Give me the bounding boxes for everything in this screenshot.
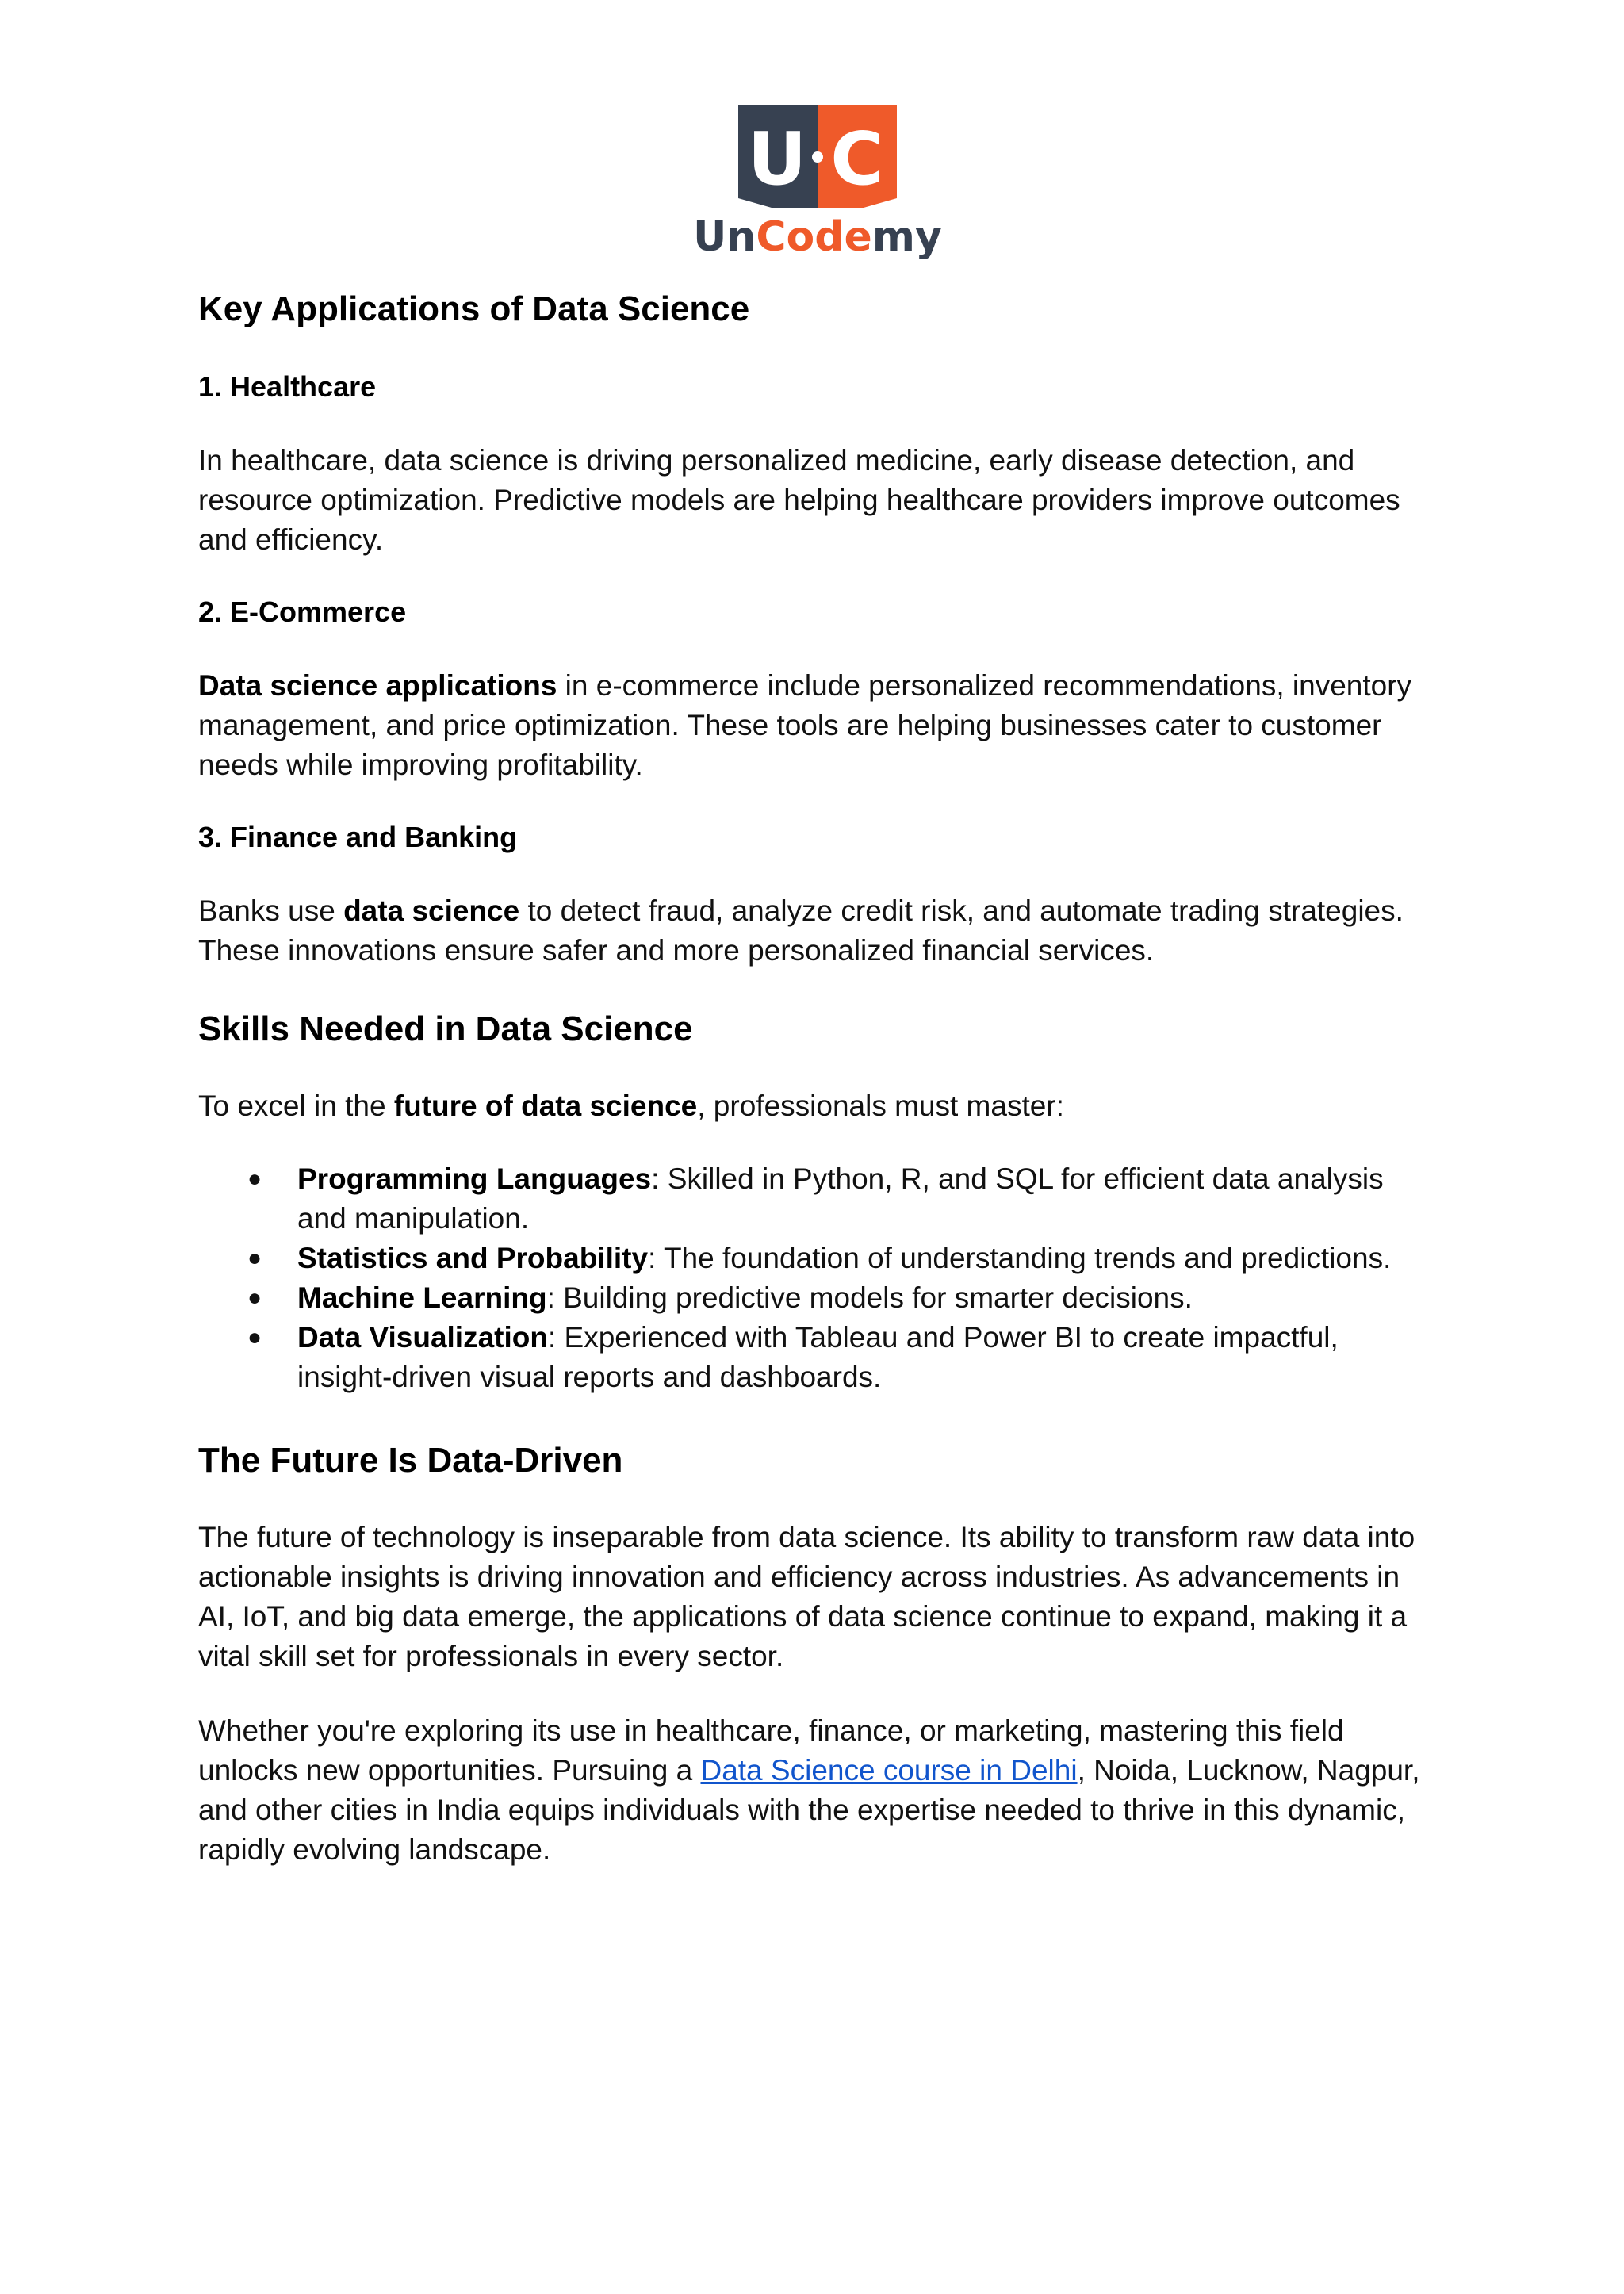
logo-mark-left: U [747, 117, 807, 201]
logo-word-un: Un [693, 213, 756, 261]
list-item [198, 1239, 1435, 1278]
heading-future: The Future Is Data-Driven [198, 1441, 623, 1480]
bullet-icon: ● [247, 1285, 262, 1311]
bullet-icon: ● [247, 1324, 262, 1350]
future-para2-rest: , Noida, Lucknow, Nagpur, and other cities in India equips individuals with the expertise needed to thrive in this dynamic, rapidly evolving landscape. [198, 1754, 1420, 1866]
ecommerce-bold-term: Data science applications [198, 669, 557, 702]
skill-desc: : Experienced with Tableau and Power BI to create impactful, insight-driven visual reports and dashboards. [297, 1321, 1339, 1393]
skill-term: Statistics and Probability [297, 1242, 649, 1274]
list-item [198, 1318, 1435, 1397]
list-item [198, 1159, 1435, 1239]
bullet-icon: ● [247, 1166, 262, 1192]
paragraph-skills-intro [198, 1086, 1435, 1126]
skills-intro-pre: To excel in the [198, 1090, 394, 1122]
heading-finance: 3. Finance and Banking [198, 821, 518, 853]
list-item [198, 1278, 1435, 1318]
skill-term: Data Visualization [297, 1321, 548, 1354]
bullet-icon: ● [247, 1245, 262, 1271]
skill-desc: : Building predictive models for smarter decisions. [546, 1281, 1193, 1314]
logo-mark-right: C [830, 117, 884, 201]
finance-bold-term: data science [343, 894, 520, 927]
logo-word-my: my [871, 213, 942, 261]
skills-intro-bold: future of data science [393, 1090, 698, 1122]
skills-intro-rest: , professionals must master: [697, 1090, 1064, 1122]
finance-body: to detect fraud, analyze credit risk, and automate trading strategies. These innovations ensure safer and more personalized financial services. [198, 894, 1404, 967]
finance-body-pre: Banks use [198, 894, 344, 927]
logo-word-code: Code [756, 213, 872, 261]
skill-desc: : The foundation of understanding trends and predictions. [648, 1242, 1392, 1274]
skill-desc: : Skilled in Python, R, and SQL for efficient data analysis and manipulation. [297, 1162, 1384, 1235]
ecommerce-body: in e-commerce include personalized recommendations, inventory management, and price optimization. These tools are helping businesses cater to customer needs while improving profitability. [198, 669, 1412, 781]
paragraph-future-1: The future of technology is inseparable from data science. Its ability to transform raw data into actionable insights is driving innovation and efficiency across industries. As advancements in AI, IoT, and big data emerge, the applications of data science continue to expand, making it a vital skill set for professionals in every sector. [198, 1521, 1415, 1672]
uncodemy-logo [691, 101, 944, 268]
logo-wordmark [691, 213, 944, 261]
heading-skills: Skills Needed in Data Science [198, 1009, 693, 1048]
paragraph-future-2 [198, 1711, 1435, 1870]
heading-healthcare: 1. Healthcare [198, 370, 377, 403]
future-para2-pre: Whether you're exploring its use in healthcare, finance, or marketing, mastering this field unlocks new opportunities. Pursuing a [198, 1714, 1344, 1787]
skill-term: Programming Languages [297, 1162, 652, 1195]
paragraph-healthcare: In healthcare, data science is driving personalized medicine, early disease detection, and resource optimization. Predictive models are helping healthcare providers improve outcomes and efficiency. [198, 444, 1400, 556]
heading-ecommerce: 2. E-Commerce [198, 596, 407, 628]
data-science-course-link[interactable]: Data Science course in Delhi [700, 1754, 1078, 1787]
heading-key-applications: Key Applications of Data Science [198, 289, 750, 328]
skill-term: Machine Learning [297, 1281, 547, 1314]
skills-list [198, 1159, 1435, 1397]
paragraph-finance [198, 891, 1435, 971]
uncodemy-logo-mark [738, 105, 897, 208]
paragraph-ecommerce [198, 666, 1435, 785]
